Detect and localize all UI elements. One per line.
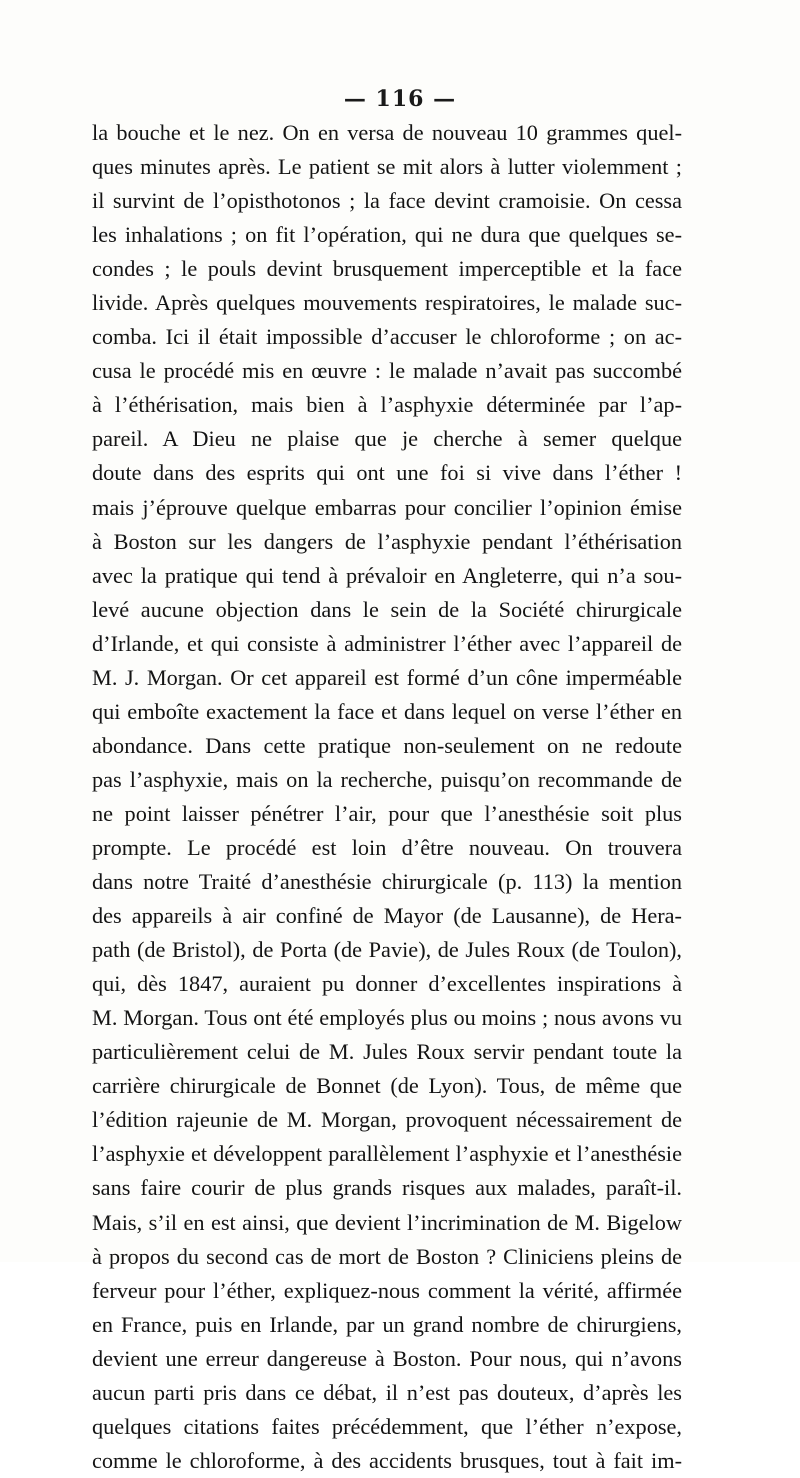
text-line: pareil. A Dieu ne plaise que je cherche à semer quelque <box>92 426 682 452</box>
text-line: path (de Bristol), de Porta (de Pavie), de Jules Roux (de Toulon), <box>92 937 682 963</box>
text-line: les inhalations ; on fit l’opération, qui ne dura que quelques se- <box>92 222 682 248</box>
text-line: à Boston sur les dangers de l’asphyxie pendant l’éthérisation <box>92 528 682 554</box>
text-line: devient une erreur dangereuse à Boston. Pour nous, qui n’avons <box>92 1345 682 1371</box>
text-line: doute dans des esprits qui ont une foi si vive dans l’éther ! <box>92 460 682 486</box>
text-line: livide. Après quelques mouvements respiratoires, le malade suc- <box>92 290 682 316</box>
text-line: ne point laisser pénétrer l’air, pour que l’anesthésie soit plus <box>92 800 682 826</box>
text-line: Mais, s’il en est ainsi, que devient l’incrimination de M. Bigelow <box>92 1209 682 1235</box>
text-line: aucun parti pris dans ce débat, il n’est pas douteux, d’après les <box>92 1379 682 1405</box>
text-line: pas l’asphyxie, mais on la recherche, puisqu’on recommande de <box>92 766 682 792</box>
text-line: qui emboîte exactement la face et dans lequel on verse l’éther en <box>92 698 682 724</box>
text-line: dans notre Traité d’anesthésie chirurgicale (p. 113) la mention <box>92 869 682 895</box>
text-line: M. J. Morgan. Or cet appareil est formé d’un cône imperméable <box>92 664 682 690</box>
text-line: la bouche et le nez. On en versa de nouveau 10 grammes quel- <box>92 120 682 145</box>
text-line: ferveur pour l’éther, expliquez-nous comment la vérité, affirmée <box>92 1277 682 1303</box>
text-line: cusa le procédé mis en œuvre : le malade n’avait pas succombé <box>92 358 682 384</box>
text-line: qui, dès 1847, auraient pu donner d’excellentes inspirations à <box>92 971 682 997</box>
text-line: mais j’éprouve quelque embarras pour concilier l’opinion émise <box>92 494 682 520</box>
text-line: l’asphyxie et développent parallèlement l’asphyxie et l’anesthésie <box>92 1141 682 1167</box>
text-line: levé aucune objection dans le sein de la Société chirurgicale <box>92 596 682 622</box>
text-line: particulièrement celui de M. Jules Roux servir pendant toute la <box>92 1039 682 1065</box>
text-line: à propos du second cas de mort de Boston ? Cliniciens pleins de <box>92 1243 682 1269</box>
text-line: carrière chirurgicale de Bonnet (de Lyon). Tous, de même que <box>92 1073 682 1099</box>
page-number: — 116 — <box>343 86 457 112</box>
text-line: abondance. Dans cette pratique non-seulement on ne redoute <box>92 732 682 758</box>
text-line: des appareils à air confiné de Mayor (de Lausanne), de Hera- <box>92 903 682 929</box>
text-line: d’Irlande, et qui consiste à administrer l’éther avec l’appareil de <box>92 630 682 656</box>
text-line: en France, puis en Irlande, par un grand nombre de chirurgiens, <box>92 1311 682 1337</box>
body-text <box>92 116 682 1478</box>
text-line: sans faire courir de plus grands risques aux malades, paraît-il. <box>92 1175 682 1201</box>
text-line: M. Morgan. Tous ont été employés plus ou moins ; nous avons vu <box>92 1005 682 1031</box>
text-line: prompte. Le procédé est loin d’être nouveau. On trouvera <box>92 834 682 860</box>
text-line: ques minutes après. Le patient se mit alors à lutter violemment ; <box>92 154 682 180</box>
text-line: condes ; le pouls devint brusquement imperceptible et la face <box>92 256 682 282</box>
text-line: l’édition rajeunie de M. Morgan, provoquent nécessairement de <box>92 1107 682 1133</box>
text-line: à l’éthérisation, mais bien à l’asphyxie déterminée par l’ap- <box>92 392 682 418</box>
text-line: avec la pratique qui tend à prévaloir en Angleterre, qui n’a sou- <box>92 562 682 588</box>
text-line: quelques citations faites précédemment, que l’éther n’expose, <box>92 1413 682 1439</box>
text-line: il survint de l’opisthotonos ; la face devint cramoisie. On cessa <box>92 188 682 214</box>
text-line: comme le chloroforme, à des accidents brusques, tout à fait im- <box>92 1447 682 1473</box>
text-line: comba. Ici il était impossible d’accuser le chloroforme ; on ac- <box>92 324 682 350</box>
